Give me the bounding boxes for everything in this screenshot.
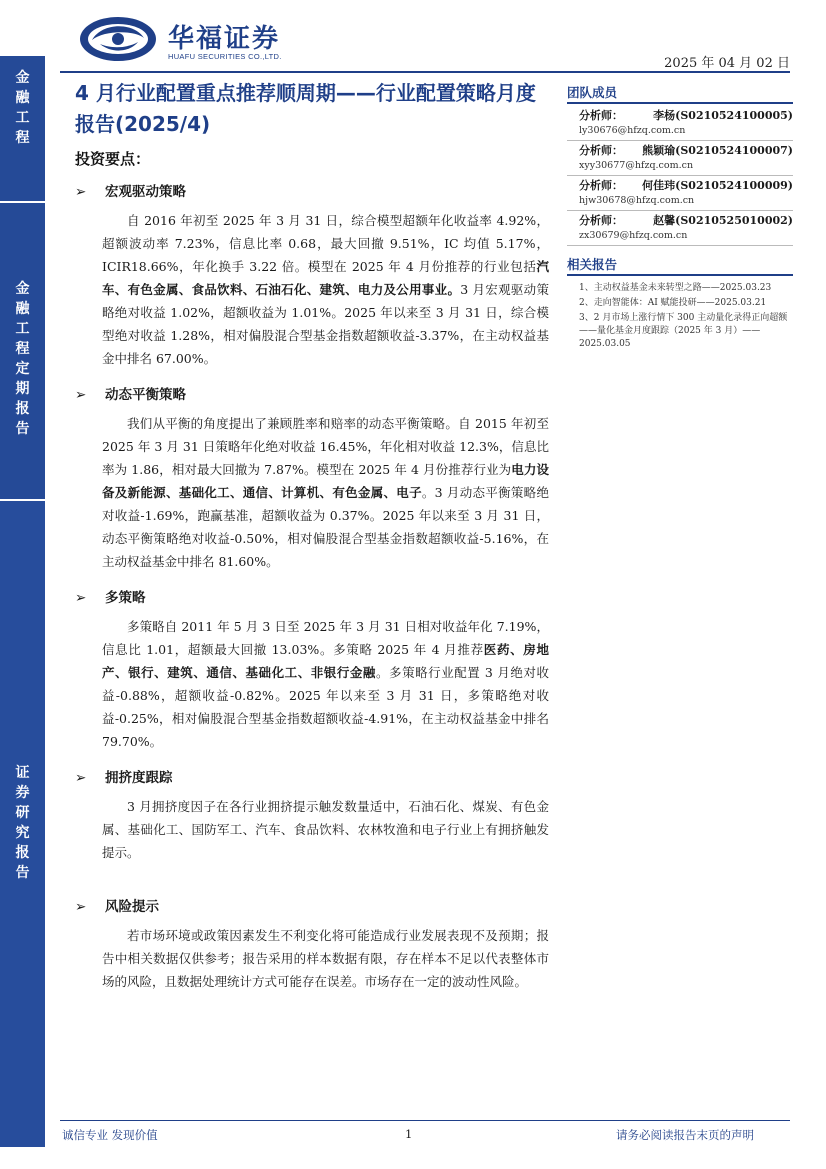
arrow-icon: ➢: [75, 770, 87, 786]
logo-name-cn: 华福证券: [168, 24, 281, 54]
analyst-name: 熊颖瑜(S0210524100007): [642, 144, 793, 157]
section-heading-text: 动态平衡策略: [105, 387, 186, 403]
analyst-name: 赵馨(S0210525010002): [653, 214, 793, 227]
sidebar-block-research: [0, 501, 45, 1147]
section-heading-text: 多策略: [105, 590, 146, 606]
analyst-row: [567, 143, 793, 159]
analyst-role: 分析师：: [579, 179, 623, 192]
section-paragraph: [102, 924, 549, 993]
huafu-logo-icon: [78, 14, 158, 64]
related-report-item[interactable]: 3、2 月市场上涨行情下 300 主动量化录得正向超额——量化基金月度跟踪（2025 年 3 月）——2025.03.05: [579, 313, 788, 349]
team-heading: 团队成员: [567, 84, 793, 104]
section-heading-text: 风险提示: [105, 899, 159, 915]
analyst-name: 李杨(S0210524100005): [653, 109, 793, 122]
logo-name-en: HUAFU SECURITIES CO.,LTD.: [168, 52, 282, 61]
section-risk: [75, 896, 549, 993]
sidebar-block-type: [0, 203, 45, 499]
header-divider: [60, 71, 790, 73]
analyst-row: [567, 178, 793, 194]
sidebar-block-category: [0, 56, 45, 201]
main-content: [75, 78, 549, 993]
sidebar-label-research: 证券研究报告: [15, 765, 30, 881]
analyst-email[interactable]: hjw30678@hfzq.com.cn: [567, 194, 793, 211]
para-text: 3 月宏观驱动策略绝对收益 1.02%，超额收益为 1.01%。2025 年以来至 3 月 31 日，综合模型绝对收益 1.28%，相对偏股混合型基金指数超额收益-3.37%，在主动权益基金中排名 67.00%。: [102, 282, 549, 366]
section-heading: [75, 767, 549, 789]
related-report-item[interactable]: 1、主动权益基金未来转型之路——2025.03.23: [579, 283, 772, 293]
section-macro: [75, 181, 549, 370]
section-heading: [75, 384, 549, 406]
arrow-icon: ➢: [75, 387, 87, 403]
para-text: 3 月拥挤度因子在各行业拥挤提示触发数量适中，石油石化、煤炭、有色金属、基础化工、国防军工、汽车、食品饮料、农林牧渔和电子行业上有拥挤触发提示。: [102, 799, 549, 860]
arrow-icon: ➢: [75, 184, 87, 200]
para-bold-text: 医药、房地产、银行、建筑、通信、基础化工、非银行金融: [102, 642, 549, 680]
para-text: 自 2016 年初至 2025 年 3 月 31 日，综合模型超额年化收益率 4.92%，超额波动率 7.23%，信息比率 0.68，最大回撤 9.51%，IC 均值 5.17%，ICIR18.66%，年化换手 3.22 倍。模型在 2025 年 4 月份推荐的行业包括: [102, 213, 549, 274]
section-multi-strategy: [75, 587, 549, 753]
section-heading-text: 宏观驱动策略: [105, 184, 186, 200]
right-column: [567, 84, 793, 351]
para-text: 我们从平衡的角度提出了兼顾胜率和赔率的动态平衡策略。自 2015 年初至 2025 年 3 月 31 日策略年化绝对收益 16.45%，年化相对收益 12.3%，信息比率为 1.86，相对最大回撤为 7.87%。模型在 2025 年 4 月份推荐行业为: [102, 416, 549, 477]
section-heading: [75, 587, 549, 609]
analyst-email[interactable]: zx30679@hfzq.com.cn: [567, 229, 793, 246]
para-bold-text: 汽车、有色金属、食品饮料、石油石化、建筑、电力及公用事业。: [102, 259, 549, 297]
section-dynamic-balance: [75, 384, 549, 573]
section-heading: [75, 181, 549, 203]
analyst-role: 分析师：: [579, 214, 623, 227]
para-text: 。多策略行业配置 3 月绝对收益-0.88%，超额收益-0.82%。2025 年以来至 3 月 31 日，多策略绝对收益-0.25%，相对偏股混合型基金指数超额收益-4.91%，在主动权益基金中排名 79.70%。: [102, 665, 549, 749]
arrow-icon: ➢: [75, 899, 87, 915]
page-number: 1: [405, 1127, 413, 1141]
para-text: 多策略自 2011 年 5 月 3 日至 2025 年 3 月 31 日相对收益年化 7.19%，信息比 1.01，超额最大回撤 13.03%。多策略 2025 年 4 月推荐: [102, 619, 549, 657]
analyst-row: [567, 108, 793, 124]
analyst-name: 何佳玮(S0210524100009): [642, 179, 793, 192]
section-heading-text: 拥挤度跟踪: [105, 770, 173, 786]
sidebar-label-type: 金融工程定期报告: [15, 281, 30, 437]
analyst-email[interactable]: xyy30677@hfzq.com.cn: [567, 159, 793, 176]
section-paragraph: [102, 615, 549, 753]
section-heading: [75, 896, 549, 918]
footer-slogan: 诚信专业 发现价值: [62, 1128, 158, 1142]
arrow-icon: ➢: [75, 590, 87, 606]
analyst-email[interactable]: ly30676@hfzq.com.cn: [567, 124, 793, 141]
sidebar-label-category: 金融工程: [15, 70, 30, 146]
footer-disclaimer: 请务必阅读报告末页的声明: [616, 1128, 754, 1142]
analyst-row: [567, 213, 793, 229]
related-report-list: [567, 282, 793, 351]
company-logo: [78, 12, 288, 70]
related-report-item[interactable]: 2、走向智能体：AI 赋能投研——2025.03.21: [579, 298, 767, 308]
para-text: 。3 月动态平衡策略绝对收益-1.69%，跑赢基准，超额收益为 0.37%。2025 年以来至 3 月 31 日，动态平衡策略绝对收益-0.50%，相对偏股混合型基金指数超额收益-5.16%，在主动权益基金中排名 81.60%。: [102, 485, 549, 569]
analyst-role: 分析师：: [579, 144, 623, 157]
report-title: 4 月行业配置重点推荐顺周期——行业配置策略月度报告(2025/4): [75, 81, 536, 136]
para-bold-text: 电力设备及新能源、基础化工、通信、计算机、有色金属、电子: [102, 462, 549, 500]
section-paragraph: [102, 209, 549, 370]
section-paragraph: [102, 795, 549, 864]
key-points-label: 投资要点：: [75, 150, 151, 168]
section-paragraph: [102, 412, 549, 573]
report-date: 2025 年 04 月 02 日: [664, 56, 790, 71]
para-text: 若市场环境或政策因素发生不利变化将可能造成行业发展表现不及预期；报告中相关数据仅供参考；报告采用的样本数据有限，存在样本不足以代表整体市场的风险，且数据处理统计方式可能存在误差。市场存在一定的波动性风险。: [102, 928, 549, 989]
footer-divider: [60, 1120, 790, 1121]
left-sidebar: [0, 56, 45, 1147]
analyst-list: [567, 108, 793, 246]
related-heading: 相关报告: [567, 256, 793, 276]
section-crowding: [75, 767, 549, 864]
analyst-role: 分析师：: [579, 109, 623, 122]
